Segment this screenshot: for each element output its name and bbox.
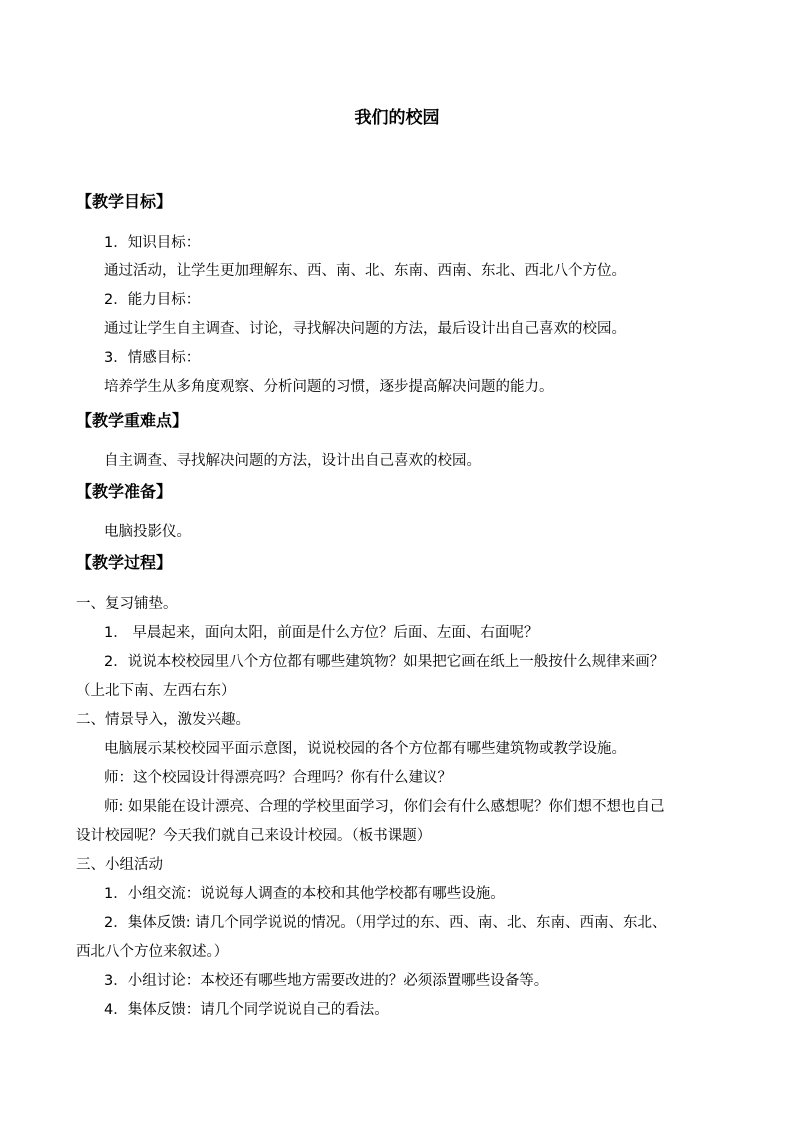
section-3-item-3: 3．小组讨论：本校还有哪些地方需要改进的？必须添置哪些设备等。 [104,973,549,989]
section-2-paragraph-3-continued: 设计校园呢？今天我们就自己来设计校园。（板书课题） [76,828,432,844]
section-1-item-2-continued: （上北下南、左西右东） [76,683,236,699]
section-3-item-1: 1．小组交流：说说每人调查的本校和其他学校都有哪些设施。 [104,886,505,902]
section-2-paragraph-2: 师：这个校园设计得漂亮吗？合理吗？你有什么建议？ [104,770,452,786]
knowledge-objective-text: 通过活动，让学生更加理解东、西、南、北、东南、西南、东北、西北八个方位。 [104,263,626,279]
knowledge-objective-label: 1．知识目标： [104,235,201,251]
emotion-objective-text: 培养学生从多角度观察、分析问题的习惯，逐步提高解决问题的能力。 [104,379,554,395]
section-2-paragraph-3: 师: 如果能在设计漂亮、合理的学校里面学习，你们会有什么感想呢？你们想不想也自己 [104,799,665,815]
section-3-item-4: 4．集体反馈：请几个同学说说自己的看法。 [104,1002,389,1018]
section-3-item-2: 2．集体反馈: 请几个同学说说的情况。（用学过的东、西、南、北、东南、西南、东北、 [104,915,667,931]
process-heading: 【教学过程】 [76,553,173,572]
document-title: 我们的校园 [354,108,440,128]
preparation-text: 电脑投影仪。 [104,524,191,540]
section-2-title: 二、情景导入，激发兴趣。 [76,712,250,728]
section-2-paragraph-1: 电脑展示某校校园平面示意图，说说校园的各个方位都有哪些建筑物或教学设施。 [104,741,626,757]
section-1-title: 一、复习铺垫。 [76,596,178,612]
section-3-item-2-continued: 西北八个方位来叙述。） [76,944,229,960]
objectives-heading: 【教学目标】 [76,192,173,211]
section-1-item-2: 2．说说本校校园里八个方位都有哪些建筑物？如果把它画在纸上一般按什么规律来画？ [104,654,665,670]
section-3-title: 三、小组活动 [76,857,163,873]
ability-objective-label: 2．能力目标： [104,292,201,308]
key-points-heading: 【教学重难点】 [76,411,189,430]
ability-objective-text: 通过让学生自主调查、讨论，寻找解决问题的方法，最后设计出自己喜欢的校园。 [104,321,626,337]
preparation-heading: 【教学准备】 [76,482,173,501]
section-1-item-1: 1． 早晨起来，面向太阳，前面是什么方位？后面、左面、右面呢？ [104,625,539,641]
key-points-text: 自主调查、寻找解决问题的方法，设计出自己喜欢的校园。 [104,453,481,469]
emotion-objective-label: 3．情感目标： [104,350,201,366]
